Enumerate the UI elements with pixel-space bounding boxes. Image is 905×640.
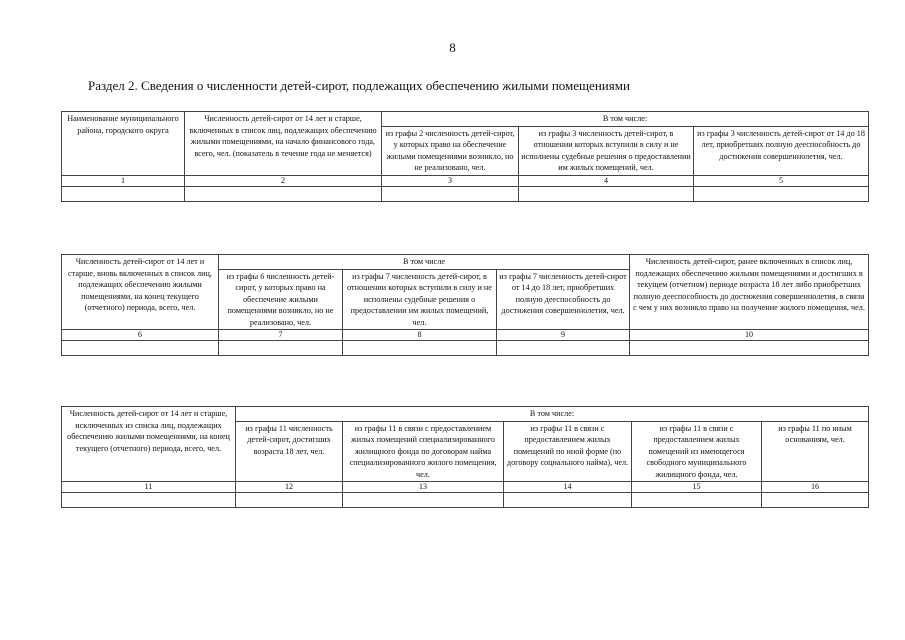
- table-header-row: [62, 407, 869, 422]
- column-number: 6: [62, 330, 219, 341]
- header-group: В том числе: [219, 255, 630, 270]
- table-row: [62, 493, 869, 508]
- column-number: 9: [497, 330, 630, 341]
- column-number: 12: [236, 482, 343, 493]
- data-cell[interactable]: [630, 341, 869, 356]
- data-cell[interactable]: [497, 341, 630, 356]
- header-col-2: Численность детей-сирот от 14 лет и старше, включенных в список лиц, подлежащих обеспечению жилыми помещениями, на начало финансового года, всего, чел. (показатель в течение года не меняется): [185, 112, 382, 176]
- data-cell[interactable]: [343, 341, 497, 356]
- header-group: В том числе:: [236, 407, 869, 422]
- header-col-5: из графы 3 численность детей-сирот от 14 до 18 лет, приобретших полную дееспособность до достижения совершеннолетия, чел.: [694, 126, 869, 175]
- header-col-16: из графы 11 по иным основаниям, чел.: [762, 421, 869, 482]
- data-cell[interactable]: [343, 493, 504, 508]
- data-cell[interactable]: [236, 493, 343, 508]
- column-number: 1: [62, 175, 185, 186]
- header-col-7: из графы 6 численность детей-сирот, у которых право на обеспечение жилыми помещениями возникло, но не реализовано, чел.: [219, 269, 343, 330]
- data-cell[interactable]: [519, 186, 694, 201]
- data-cell[interactable]: [504, 493, 632, 508]
- column-number-row: [62, 482, 869, 493]
- header-col-14: из графы 11 в связи с предоставлением жилых помещений по иной форме (по договору социального найма), чел.: [504, 421, 632, 482]
- column-number: 16: [762, 482, 869, 493]
- data-cell[interactable]: [219, 341, 343, 356]
- header-col-9: из графы 7 численность детей-сирот от 14 до 18 лет, приобретших полную дееспособность до достижения совершеннолетия, чел.: [497, 269, 630, 330]
- column-number: 4: [519, 175, 694, 186]
- table-header-row: [62, 255, 869, 270]
- column-number: 15: [632, 482, 762, 493]
- table-row: [62, 341, 869, 356]
- column-number: 13: [343, 482, 504, 493]
- column-number: 5: [694, 175, 869, 186]
- header-col-8: из графы 7 численность детей-сирот, в отношении которых вступили в силу и не исполнены судебные решения о предоставлении им жилых помещений, чел.: [343, 269, 497, 330]
- table-row: [62, 186, 869, 201]
- header-col-1: Наименование муниципального района, городского округа: [62, 112, 185, 176]
- page-number: 8: [449, 40, 456, 55]
- table-header-row: [62, 112, 869, 127]
- table-section-2-part-1: [61, 111, 869, 202]
- header-col-3: из графы 2 численность детей-сирот, у которых право на обеспечение жилыми помещениями возникло, но не реализовано, чел.: [382, 126, 519, 175]
- data-cell[interactable]: [694, 186, 869, 201]
- column-number: 11: [62, 482, 236, 493]
- column-number: 8: [343, 330, 497, 341]
- column-number: 14: [504, 482, 632, 493]
- data-cell[interactable]: [62, 341, 219, 356]
- header-group: В том числе:: [382, 112, 869, 127]
- header-col-12: из графы 11 численность детей-сирот, достигших возраста 18 лет, чел.: [236, 421, 343, 482]
- header-col-6: Численность детей-сирот от 14 лет и старше, вновь включенных в список лиц, подлежащих обеспечению жилыми помещениями, на конец текущего (отчетного) периода, всего, чел.: [62, 255, 219, 330]
- header-col-10: Численность детей-сирот, ранее включенных в список лиц, подлежащих обеспечению жилыми помещениями и достигших в текущем (отчетном) периоде возраста 18 лет либо приобретших полную дееспособность до достижения совершеннолетия, в связи с чем у них возникло право на получение жилого помещения, чел.: [630, 255, 869, 330]
- data-cell[interactable]: [382, 186, 519, 201]
- data-cell[interactable]: [62, 186, 185, 201]
- column-number-row: [62, 175, 869, 186]
- column-number: 7: [219, 330, 343, 341]
- column-number: 10: [630, 330, 869, 341]
- table-section-2-part-3: [61, 406, 869, 508]
- data-cell[interactable]: [62, 493, 236, 508]
- data-cell[interactable]: [632, 493, 762, 508]
- data-cell[interactable]: [762, 493, 869, 508]
- data-cell[interactable]: [185, 186, 382, 201]
- column-number-row: [62, 330, 869, 341]
- header-col-15: из графы 11 в связи с предоставлением жилых помещений из имеющегося свободного муниципального жилищного фонда, чел.: [632, 421, 762, 482]
- header-col-11: Численность детей-сирот от 14 лет и старше, исключенных из списка лиц, подлежащих обеспечению жилыми помещениями, на конец текущего (отчетного) периода, всего, чел.: [62, 407, 236, 482]
- header-col-13: из графы 11 в связи с предоставлением жилых помещений специализированного жилищного фонда по договорам найма специализированного жилого помещения, чел.: [343, 421, 504, 482]
- table-section-2-part-2: [61, 254, 869, 356]
- section-title: Раздел 2. Сведения о численности детей-сирот, подлежащих обеспечению жилыми помещениями: [88, 78, 630, 93]
- column-number: 2: [185, 175, 382, 186]
- column-number: 3: [382, 175, 519, 186]
- header-col-4: из графы 3 численность детей-сирот, в отношении которых вступили в силу и не исполнены судебные решения о предоставлении им жилых помещений, чел.: [519, 126, 694, 175]
